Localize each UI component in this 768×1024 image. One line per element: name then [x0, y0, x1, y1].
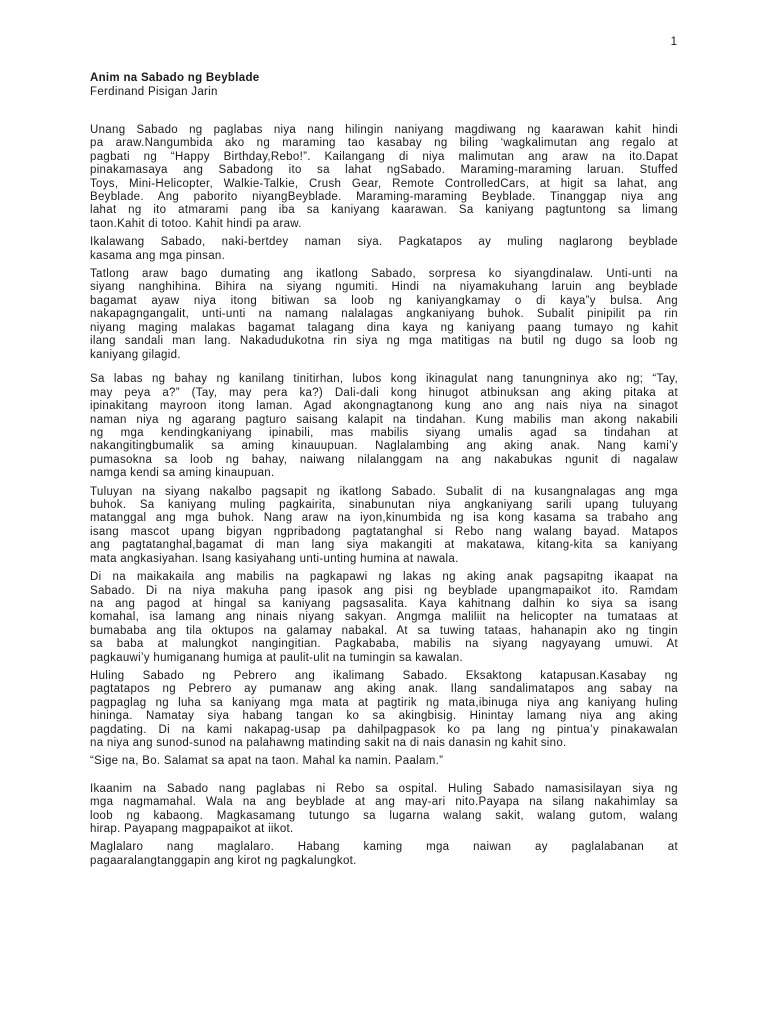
paragraph-line: sa baba at malungkot nangingitian. Pagkababa, mabilis na siyang nagyayang umuwi. At	[90, 638, 678, 651]
page-number: 1	[670, 36, 677, 48]
paragraph-line: mata angkasiyahan. Isang kasiyahang unti-unting humina at nawala.	[90, 552, 459, 565]
paragraph	[90, 571, 678, 665]
paragraph-line: pumasokna sa loob ng bahay, naiwang nilalanggam na ang nakabukas ngunit di nagalaw	[90, 453, 678, 466]
paragraph	[90, 236, 678, 263]
paragraph-line: namga kendi sa aming kinaupuan.	[90, 467, 275, 480]
story-body	[90, 124, 678, 873]
paragraph-line: ng mga kendingkaniyang ipinabili, mas mabilis siyang umalis agad sa tindahan at	[90, 427, 678, 440]
paragraph-line: bagamat ayaw niya itong bitiwan sa loob ng kaniyangkamay o di kaya”y bulsa. Ang	[90, 294, 678, 307]
paragraph-line: pagdating. Di na kami nakapag-usap pa dahilpagpasok ko pa lang ng pintua’y pinakawalan	[90, 723, 678, 736]
paragraph-line: Huling Sabado ng Pebrero ang ikalimang Sabado. Eksaktong katapusan.Kasabay ng	[90, 669, 678, 682]
paragraph-line: Tatlong araw bago dumating ang ikatlong Sabado, sorpresa ko siyangdinalaw. Unti-unti na	[90, 268, 678, 281]
paragraph-line: isang mascot upang bigyan ngpribadong pagtatanghal si Rebo nang walang bayad. Matapos	[90, 525, 678, 538]
paragraph-line: kasama ang mga pinsan.	[90, 249, 226, 262]
paragraph	[90, 670, 678, 750]
paragraph	[90, 783, 678, 837]
paragraph-line: buhok. Sa kaniyang muling pagkairita, sinabunutan niya angkaniyang sarili upang tuluyang	[90, 499, 678, 512]
paragraph-line: taon.Kahit di totoo. Kahit hindi pa araw.	[90, 217, 302, 230]
paragraph-line: Maglalaro nang maglalaro. Habang kaming mga naiwan ay paglalabanan at	[90, 841, 678, 854]
paragraph-line: mga nagmamahal. Wala na ang beyblade at ang may-ari nito.Payapa na silang nakahimlay sa	[90, 796, 678, 809]
paragraph-line: kaniyang gilagid.	[90, 348, 181, 361]
document-header	[90, 71, 678, 99]
paragraph-line: may peya a?” (Tay, may pera ka?) Dali-dali kong hinugot atbinuksan ang aking pitaka at	[90, 386, 678, 399]
paragraph-line: hininga. Namatay siya habang tangan ko sa akingbisig. Hinintay lamang niya ang aking	[90, 710, 678, 723]
paragraph-line: na niya ang sunod-sunod na palahawng matinding sakit na di nais danasin ng kahit sino.	[90, 736, 567, 749]
paragraph-line: Toys, Mini-Helicopter, Walkie-Talkie, Crush Gear, Remote ControlledCars, at higit sa lahat, ang	[90, 177, 678, 190]
paragraph-line: pagkauwi’y humiganang humiga at paulit-ulit na tumingin sa kawalan.	[90, 651, 463, 664]
paragraph-line: lahat ng ito atmarami pang iba sa kaniyang kaarawan. Sa kaniyang pagtuntong sa limang	[90, 204, 678, 217]
paragraph-line: loob ng kabaong. Magkasamang tutungo sa lugarna walang sakit, walang gutom, walang	[90, 809, 678, 822]
paragraph	[90, 841, 678, 868]
paragraph-line: nakangitingbumalik sa aming kinauupuan. Naglalambing ang aking anak. Nang kami’y	[90, 440, 678, 453]
paragraph-line: Ikaanim na Sabado nang paglabas ni Rebo sa ospital. Huling Sabado namasisilayan siya ng	[90, 782, 678, 795]
paragraph	[90, 486, 678, 566]
paragraph-line: pagpaglag ng luha sa kaniyang mga mata at pagtirik ng mata,ibinuga niya ang kaniyang huling	[90, 696, 678, 709]
paragraph-line: naman niya ng agarang pagturo saisang kalapit na tindahan. Kung mabilis man akong nakabili	[90, 413, 678, 426]
document-author: Ferdinand Pisigan Jarin	[90, 86, 218, 98]
paragraph-line: matanggal ang mga buhok. Nang araw na iyon,kinumbida ng isa kong kasama sa trabaho ang	[90, 512, 678, 525]
paragraph-line: ilang sandali man lang. Nakadudukotna rin siya ng mga matitigas na butil ng dugo sa loob ng	[90, 335, 678, 348]
paragraph-line: Unang Sabado ng paglabas niya nang hilingin naniyang magdiwang ng kaarawan kahit hindi	[90, 124, 678, 136]
paragraph	[90, 124, 678, 231]
paragraph-line: bumababa ang tila oktupos na galamay nabakal. At sa tuwing tataas, hahanapin ako ng tingin	[90, 624, 678, 637]
paragraph-line: Sa labas ng bahay ng kanilang tinitirhan, lubos kong ikinagulat nang tanungninya ako ng; “Tay,	[90, 373, 678, 386]
paragraph-line: Beyblade. Ang paborito niyangBeyblade. Maraming-maraming Beyblade. Tinanggap niya ang	[90, 191, 678, 204]
paragraph-line: pagaaralangtanggapin ang kirot ng pagkalungkot.	[90, 854, 357, 867]
paragraph-line: Sabado. Di na niya makuha pang ipasok ang pisi ng beyblade upangmapaikot ito. Ramdam	[90, 584, 678, 597]
paragraph-line: pinakamasaya ang Sabadong ito sa lahat ngSabado. Maraming-maraming laruan. Stuffed	[90, 164, 678, 177]
paragraph-line: na ang pagod at hingal sa kaniyang pagsasalita. Kaya kahitnang dalhin ko siya sa isang	[90, 597, 678, 610]
paragraph-line: pa araw.Nangumbida ako ng maraming tao kasabay ng biling ‘wagkalimutan ang regalo at	[90, 137, 678, 150]
paragraph-line: ang pagtatanghal,bagamat di man lang siya makangiti at makatawa, kitang-kita sa kaniyang	[90, 539, 678, 552]
paragraph-line: “Sige na, Bo. Salamat sa apat na taon. Mahal ka namin. Paalam.”	[90, 755, 444, 768]
paragraph-line: hirap. Payapang magpapaikot at iikot.	[90, 823, 294, 835]
paragraph-line: Tuluyan na siyang nakalbo pagsapit ng ikatlong Sabado. Subalit di na kusangnalagas ang mga	[90, 485, 678, 498]
paragraph	[90, 373, 678, 480]
paragraph-line: siyang nanghihina. Bihira na siyang ngumiti. Hindi na niyamakuhang laruin ang beyblade	[90, 281, 678, 294]
paragraph	[90, 268, 678, 362]
document-title: Anim na Sabado ng Beyblade	[90, 72, 260, 84]
paragraph-line: Ikalawang Sabado, naki-bertdey naman siya. Pagkatapos ay muling naglarong beyblade	[90, 236, 678, 249]
paragraph-line: komahal, isa lamang ang ninais niyang sakyan. Angmga maliliit na helicopter na tumataas at	[90, 611, 678, 624]
paragraph-line: nakapagngangalit, unti-unti na namang nalalagas angkaniyang buhok. Subalit pinipilit pa rin	[90, 308, 678, 321]
paragraph-line: Di na maikakaila ang mabilis na pagkapawi ng lakas ng aking anak pagsapitng ikaapat na	[90, 571, 678, 584]
paragraph-line: pagbati ng “Happy Birthday,Rebo!”. Kailangang di niya malimutan ang araw na ito.Dapat	[90, 150, 678, 163]
paragraph-line: ipinakitang mayroon itong laman. Agad akongnagtanong kung ano ang nais niya na sinagot	[90, 400, 678, 413]
paragraph	[90, 755, 678, 768]
paragraph-line: niyang maging malakas bagamat talagang dina kaya ng kaniyang paang tumayo ng kahit	[90, 321, 678, 334]
paragraph-line: pagtatapos ng Pebrero ay pumanaw ang aking anak. Ilang sandalimatapos ang sabay na	[90, 683, 678, 696]
